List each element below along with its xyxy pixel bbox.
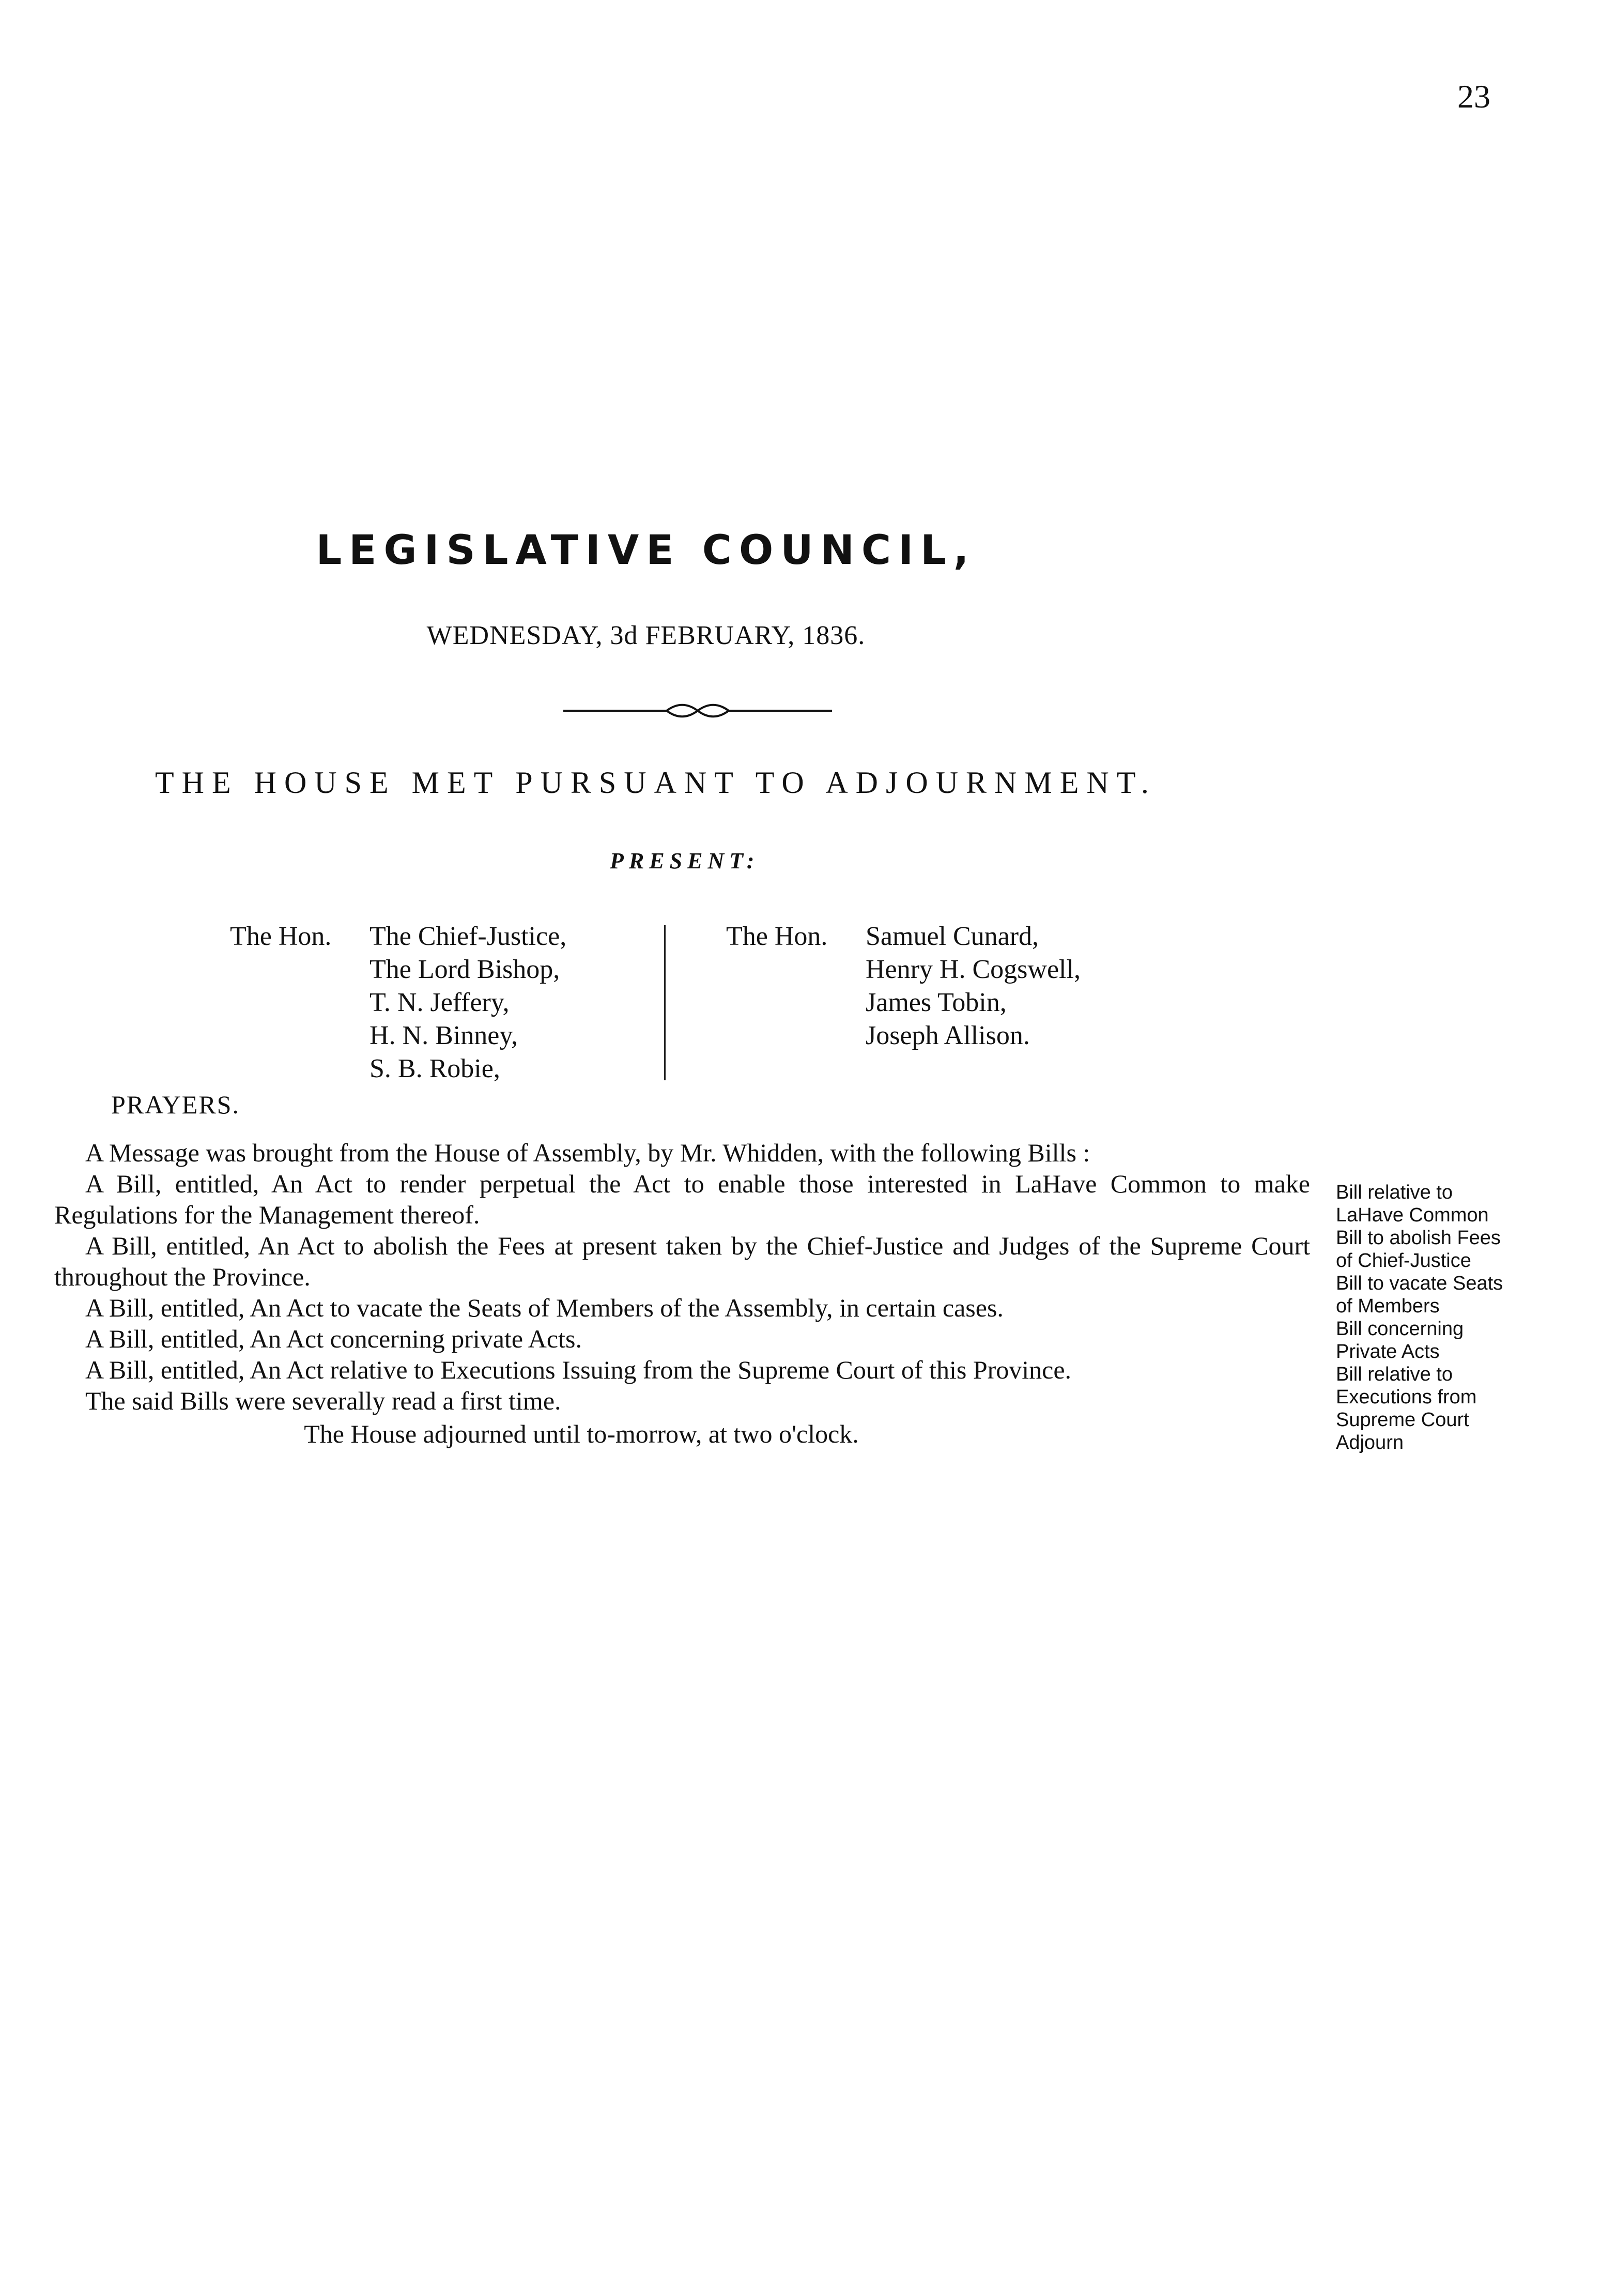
hon-label-right: The Hon.: [726, 922, 828, 951]
margin-note: Executions from: [1336, 1386, 1477, 1408]
paragraph: A Bill, entitled, An Act to abolish the Fees at present taken by the Chief-Justice and Judges of the Supreme Court throughout the Province.: [54, 1231, 1310, 1291]
council-title: LEGISLATIVE COUNCIL,: [316, 527, 976, 574]
prayers-heading: PRAYERS.: [111, 1090, 240, 1119]
margin-note: LaHave Common: [1336, 1204, 1489, 1226]
margin-note: Bill to abolish Fees: [1336, 1227, 1501, 1249]
margin-note: Bill concerning: [1336, 1318, 1464, 1340]
margin-note: Private Acts: [1336, 1341, 1440, 1363]
margin-notes: [1336, 1181, 1584, 1454]
adjournment-line: The House adjourned until to-morrow, at two o'clock.: [304, 1419, 859, 1448]
proceedings-text: [54, 1137, 1310, 1416]
member-name: The Chief-Justice,: [370, 922, 567, 951]
margin-note: of Members: [1336, 1295, 1440, 1317]
margin-note: Bill to vacate Seats: [1336, 1273, 1503, 1294]
members-right-column: [726, 920, 1191, 1052]
column-divider: [664, 925, 666, 1080]
paragraph: A Bill, entitled, An Act to vacate the Seats of Members of the Assembly, in certain cases.: [85, 1293, 1004, 1322]
margin-note: Adjourn: [1336, 1432, 1404, 1453]
members-left-column: [230, 920, 674, 1085]
member-name: Joseph Allison.: [866, 1021, 1030, 1050]
margin-note: Supreme Court: [1336, 1409, 1469, 1431]
member-name: Henry H. Cogswell,: [866, 955, 1081, 984]
paragraph: A Bill, entitled, An Act concerning private Acts.: [85, 1324, 582, 1353]
meeting-line: THE HOUSE MET PURSUANT TO ADJOURNMENT.: [155, 766, 1157, 800]
margin-note: Bill relative to: [1336, 1182, 1453, 1203]
member-name: James Tobin,: [866, 988, 1007, 1017]
member-name: The Lord Bishop,: [370, 955, 560, 984]
session-date: WEDNESDAY, 3d FEBRUARY, 1836.: [426, 621, 866, 650]
ornament-divider: [563, 700, 832, 721]
member-name: H. N. Binney,: [370, 1021, 518, 1050]
member-name: S. B. Robie,: [370, 1054, 500, 1083]
paragraph: A Bill, entitled, An Act to render perpetual the Act to enable those interested in LaHave Common to make Regulations for the Management thereof.: [54, 1169, 1310, 1229]
present-label: PRESENT:: [610, 848, 760, 874]
page-number: 23: [1457, 78, 1490, 115]
paragraph: A Bill, entitled, An Act relative to Executions Issuing from the Supreme Court of this Province.: [85, 1355, 1072, 1384]
paragraph: A Message was brought from the House of Assembly, by Mr. Whidden, with the following Bills :: [85, 1138, 1090, 1167]
margin-note: of Chief-Justice: [1336, 1250, 1471, 1272]
member-name: Samuel Cunard,: [866, 922, 1039, 951]
paragraph: The said Bills were severally read a first time.: [85, 1386, 561, 1415]
member-name: T. N. Jeffery,: [370, 988, 510, 1017]
margin-note: Bill relative to: [1336, 1364, 1453, 1385]
hon-label-left: The Hon.: [230, 922, 332, 951]
